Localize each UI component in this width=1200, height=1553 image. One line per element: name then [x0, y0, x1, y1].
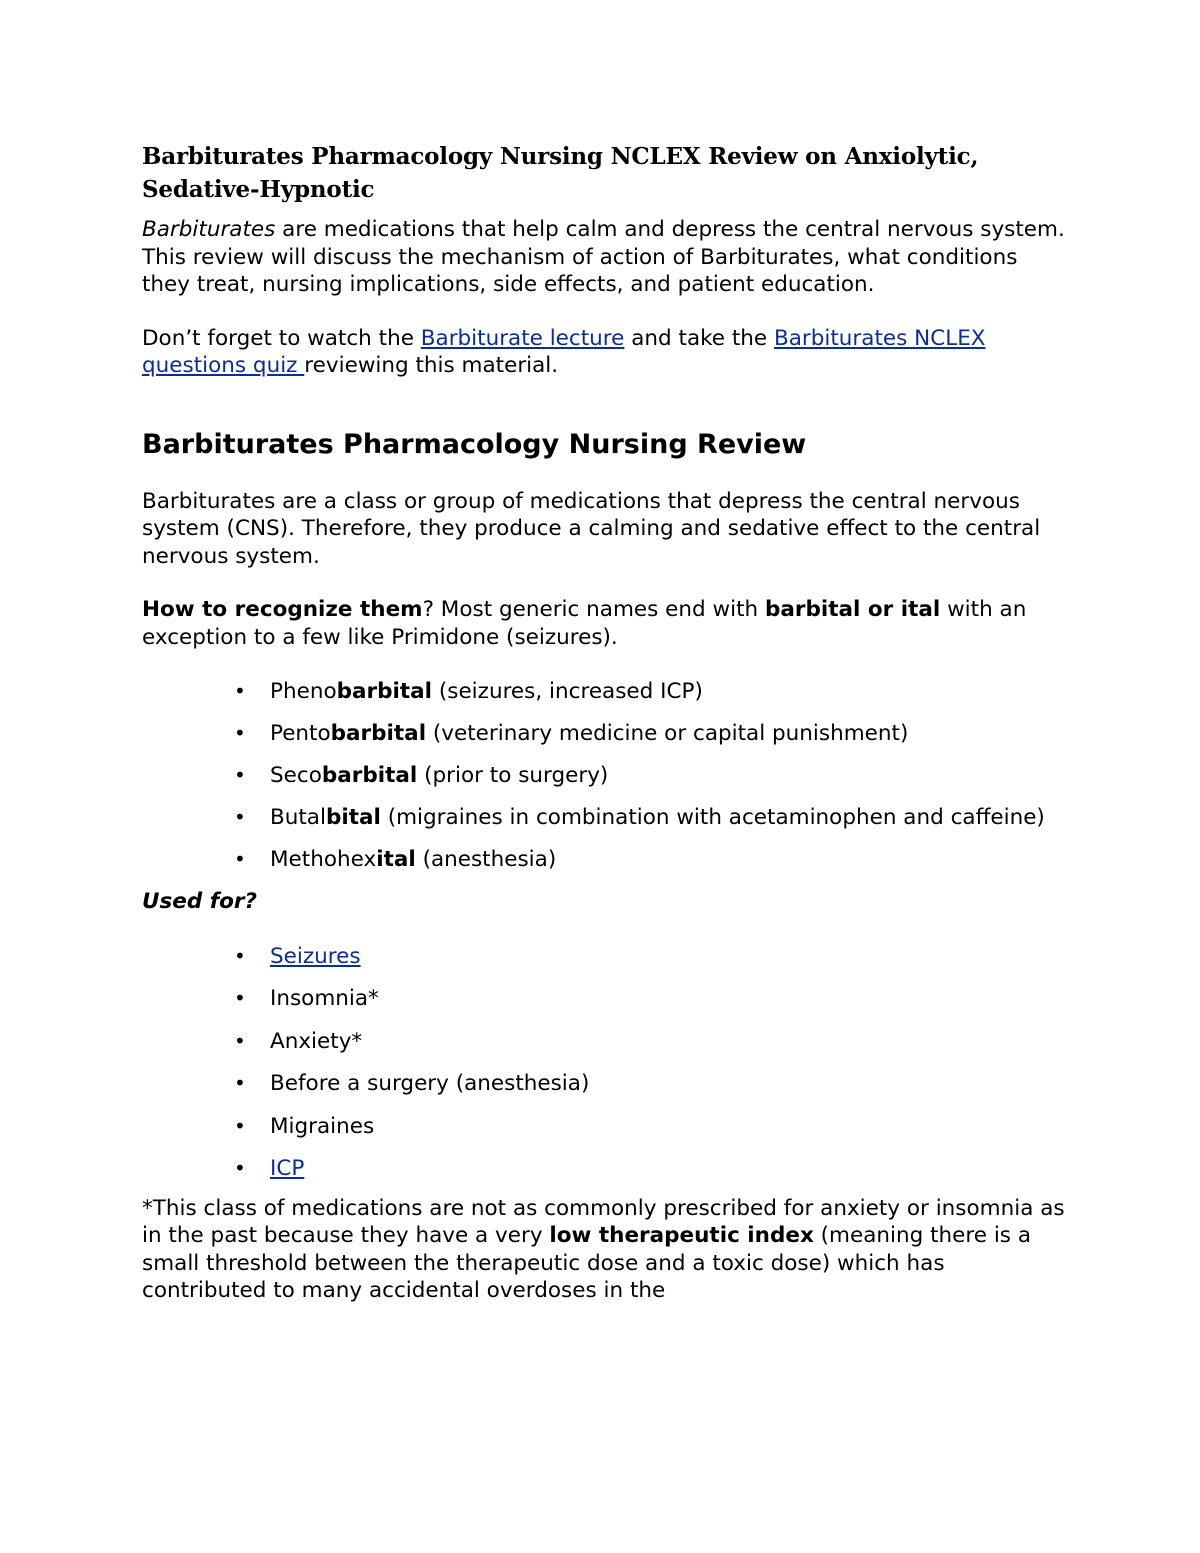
list-item: [234, 846, 1072, 873]
nclex-quiz-link[interactable]: Barbiturates NCLEX questions quiz: [142, 325, 986, 378]
section-heading: Barbiturates Pharmacology Nursing Review: [142, 428, 807, 460]
footnote-text-2: (meaning there is a small threshold between the therapeutic dose and a toxic dose) which has contributed to many accidental overdoses in the: [142, 1223, 1032, 1303]
list-item: [234, 1155, 1072, 1182]
barbiturate-lecture-link[interactable]: Barbiturate lecture: [420, 325, 625, 351]
seizures-link[interactable]: Seizures: [270, 943, 361, 969]
intro-italic-lead: Barbiturates: [142, 217, 276, 242]
bullet-icon: •: [234, 1071, 246, 1095]
list-item: [234, 720, 1072, 747]
icp-link[interactable]: ICP: [270, 1156, 305, 1181]
recognize-bold-1: How to recognize them: [142, 597, 423, 622]
list-item: [234, 762, 1072, 789]
footnote-paragraph: [142, 1195, 1072, 1305]
use-list: [142, 943, 1072, 1183]
drug-prefix: Pento: [270, 721, 331, 746]
used-for-label: Used for?: [142, 889, 257, 914]
use-label: Insomnia*: [270, 986, 379, 1011]
bullet-icon: •: [234, 986, 246, 1010]
list-item: [234, 678, 1072, 705]
footnote-bold: low therapeutic index: [549, 1223, 814, 1248]
bullet-icon: •: [234, 679, 246, 703]
drug-list: [142, 678, 1072, 873]
use-label: Anxiety*: [270, 1028, 363, 1054]
drug-prefix: Seco: [270, 763, 322, 788]
list-item: [234, 1113, 1072, 1140]
class-description: Barbiturates are a class or group of medications that depress the central nervous system (CNS). Therefore, they produce a calming and sedative effect to the central nervous system.: [142, 488, 1041, 569]
list-item: [234, 943, 1072, 970]
recognize-paragraph: [142, 596, 1072, 651]
document-title: [142, 140, 1072, 206]
bullet-icon: •: [234, 847, 246, 871]
bullet-icon: •: [234, 1156, 246, 1180]
list-item: [234, 985, 1072, 1012]
recognize-text-2: with an exception to a few like Primidone (seizures).: [142, 597, 1027, 650]
recognize-bold-2: barbital or ital: [764, 597, 941, 622]
bullet-icon: •: [234, 1113, 246, 1138]
list-item: [234, 1028, 1072, 1055]
drug-suffix-bold: barbital: [330, 721, 427, 746]
watch-middle: and take the: [624, 325, 774, 351]
intro-text: are medications that help calm and depress the central nervous system. This review will discuss the mechanism of action of Barbiturates, what conditions they treat, nursing implications, side effects, and patient education.: [142, 217, 1065, 297]
watch-after: reviewing this material.: [304, 353, 559, 378]
drug-use: (anesthesia): [415, 847, 557, 872]
title-line-2: Sedative-Hypnotic: [142, 176, 375, 203]
watch-paragraph: [142, 325, 1072, 380]
title-line-1: Barbiturates Pharmacology Nursing NCLEX Review on Anxiolytic,: [142, 143, 979, 170]
bullet-icon: •: [234, 721, 246, 745]
intro-paragraph: [142, 216, 1072, 299]
recognize-text-1: ? Most generic names end with: [422, 597, 765, 622]
drug-use: (veterinary medicine or capital punishment): [426, 721, 909, 746]
drug-prefix: Butal: [270, 805, 326, 830]
watch-before: Don’t forget to watch the: [142, 325, 421, 351]
drug-suffix-bold: ital: [376, 847, 416, 872]
drug-suffix-bold: barbital: [336, 679, 433, 704]
drug-prefix: Methohex: [270, 847, 377, 872]
footnote-text-1: *This class of medications are not as commonly prescribed for anxiety or insomnia as in the past because they have a very: [142, 1195, 1065, 1248]
bullet-icon: •: [234, 1028, 246, 1053]
list-item: [234, 804, 1072, 831]
drug-use: (migraines in combination with acetaminophen and caffeine): [380, 805, 1045, 830]
drug-use: (prior to surgery): [417, 763, 609, 788]
drug-use: (seizures, increased ICP): [432, 679, 703, 704]
drug-suffix-bold: barbital: [321, 763, 418, 788]
document-page: [142, 140, 1072, 1305]
bullet-icon: •: [234, 763, 246, 787]
drug-prefix: Pheno: [270, 679, 337, 704]
bullet-icon: •: [234, 943, 246, 968]
use-label: Before a surgery (anesthesia): [270, 1071, 590, 1096]
use-label: Migraines: [270, 1113, 375, 1139]
drug-suffix-bold: bital: [325, 805, 381, 830]
bullet-icon: •: [234, 805, 246, 829]
list-item: [234, 1070, 1072, 1097]
